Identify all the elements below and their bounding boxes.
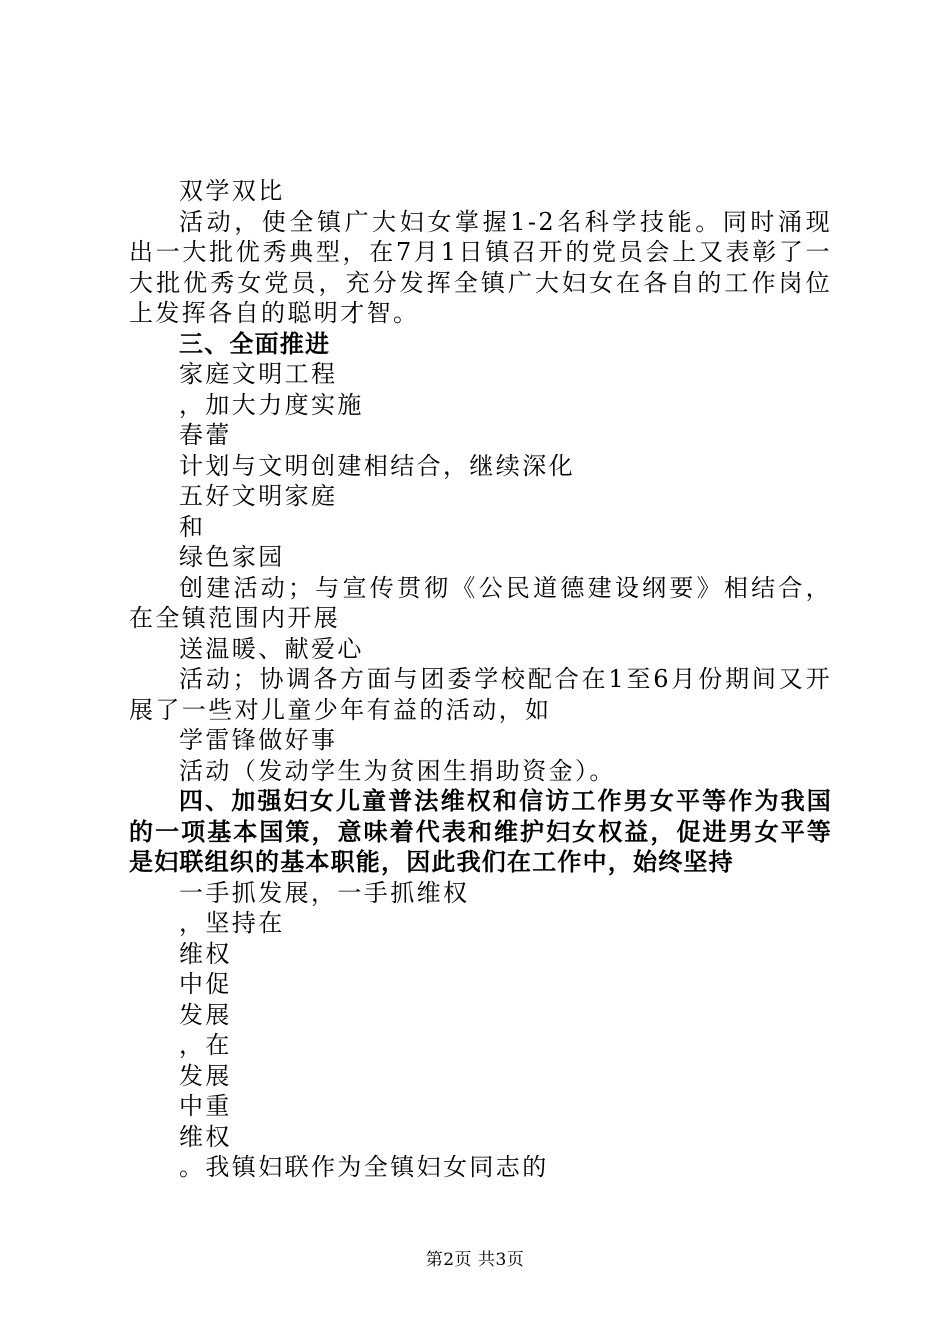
section-heading: 三、全面推进 bbox=[179, 329, 331, 358]
paragraph: 维权 bbox=[179, 1122, 232, 1151]
paragraph: 五好文明家庭 bbox=[179, 482, 338, 510]
page-footer: 第2页 共3页 bbox=[425, 1250, 525, 1270]
paragraph: 发展 bbox=[179, 1000, 232, 1029]
paragraph: 送温暖、献爱心 bbox=[179, 634, 364, 663]
paragraph: 计划与文明创建相结合，继续深化 bbox=[179, 451, 575, 480]
paragraph: 中促 bbox=[179, 970, 232, 998]
paragraph: ，坚持在 bbox=[179, 909, 285, 937]
paragraph: 。我镇妇联作为全镇妇女同志的 bbox=[179, 1153, 549, 1181]
paragraph: 中重 bbox=[179, 1092, 232, 1120]
paragraph: 活动；协调各方面与团委学校配合在1至6月份期间又开展了一些对儿童少年有益的活动，如 bbox=[129, 665, 832, 724]
paragraph: ，加大力度实施 bbox=[179, 390, 364, 419]
paragraph: 绿色家园 bbox=[179, 543, 285, 571]
document-body bbox=[129, 176, 832, 1183]
paragraph: 双学双比 bbox=[179, 177, 285, 205]
paragraph: 活动，使全镇广大妇女掌握1-2名科学技能。同时涌现出一大批优秀典型，在7月1日镇召开的党员会上又表彰了一大批优秀女党员，充分发挥全镇广大妇女在各自的工作岗位上发挥各自的聪明才智。 bbox=[129, 207, 832, 327]
paragraph: 发展 bbox=[179, 1061, 232, 1090]
paragraph: 学雷锋做好事 bbox=[179, 726, 338, 754]
paragraph: 春蕾 bbox=[179, 421, 232, 449]
paragraph: 维权 bbox=[179, 939, 232, 968]
paragraph: ，在 bbox=[179, 1031, 232, 1059]
paragraph: 创建活动；与宣传贯彻《公民道德建设纲要》相结合，在全镇范围内开展 bbox=[129, 573, 832, 632]
paragraph: 一手抓发展，一手抓维权 bbox=[179, 878, 470, 907]
section-heading: 四、加强妇女儿童普法维权和信访工作男女平等作为我国的一项基本国策，意味着代表和维护妇女权益，促进男女平等是妇联组织的基本职能，因此我们在工作中，始终坚持 bbox=[129, 787, 832, 876]
paragraph: 和 bbox=[179, 512, 206, 541]
paragraph: 活动（发动学生为贫困生捐助资金）。 bbox=[179, 756, 616, 785]
paragraph: 家庭文明工程 bbox=[179, 360, 338, 388]
